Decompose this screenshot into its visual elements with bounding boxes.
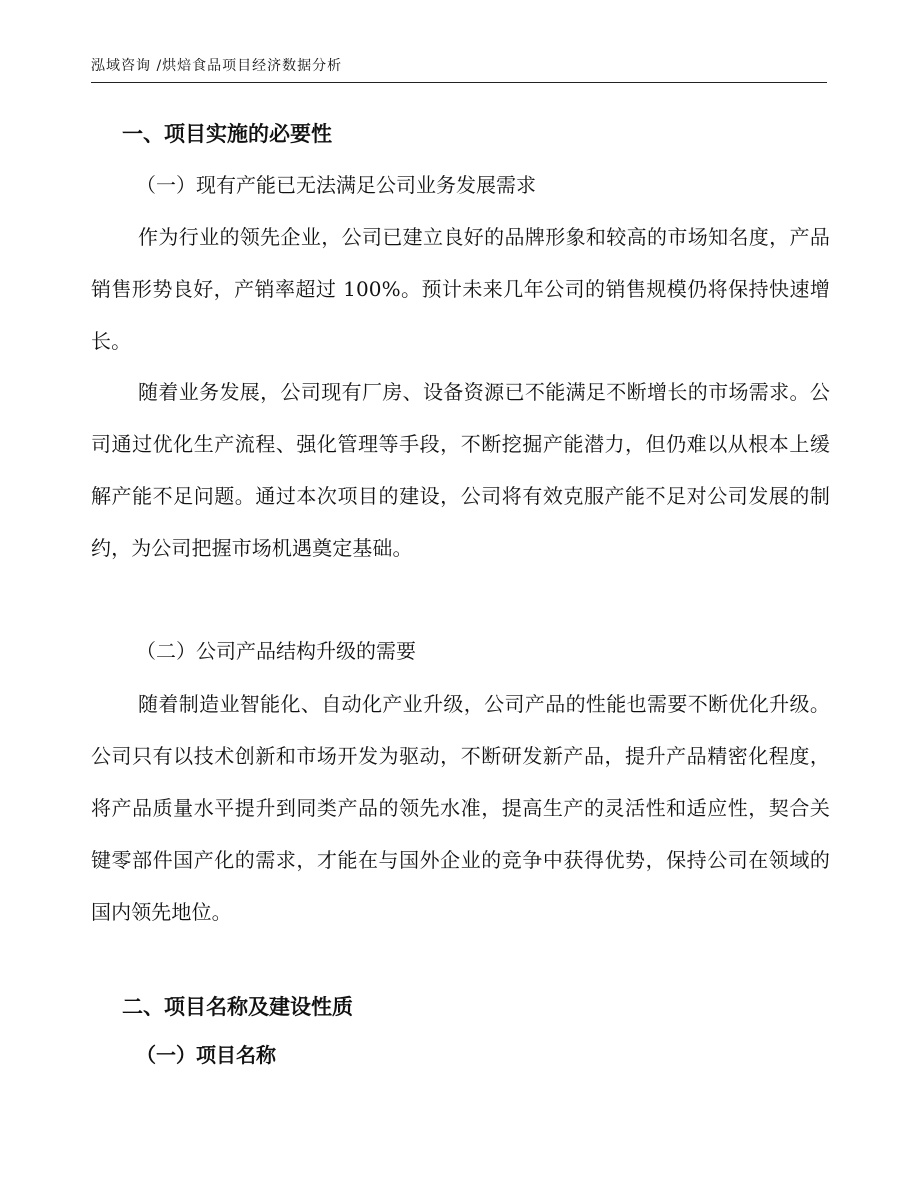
section-heading-2: 二、项目名称及建设性质 bbox=[122, 995, 353, 1019]
paragraph-2: 随着业务发展，公司现有厂房、设备资源已不能满足不断增长的市场需求。公司通过优化生产流程、强化管理等手段，不断挖掘产能潜力，但仍难以从根本上缓解产能不足问题。通过本次项目的建设，公司将有效克服产能不足对公司发展的制约，为公司把握市场机遇奠定基础。 bbox=[91, 380, 830, 560]
subsection-heading-1-1: （一）现有产能已无法满足公司业务发展需求 bbox=[136, 173, 536, 197]
subsection-heading-1-2: （二）公司产品结构升级的需要 bbox=[136, 639, 416, 663]
paragraph-1: 作为行业的领先企业，公司已建立良好的品牌形象和较高的市场知名度，产品销售形势良好，产销率超过 100%。预计未来几年公司的销售规模仍将保持快速增长。 bbox=[91, 225, 830, 353]
section-heading-1: 一、项目实施的必要性 bbox=[122, 122, 332, 146]
paragraph-3: 随着制造业智能化、自动化产业升级，公司产品的性能也需要不断优化升级。公司只有以技术创新和市场开发为驱动，不断研发新产品，提升产品精密化程度，将产品质量水平提升到同类产品的领先水准，提高生产的灵活性和适应性，契合关键零部件国产化的需求，才能在与国外企业的竞争中获得优势，保持公司在领域的国内领先地位。 bbox=[91, 692, 830, 924]
subsection-heading-2-1: （一）项目名称 bbox=[136, 1043, 276, 1067]
page-header: 泓域咨询 /烘焙食品项目经济数据分析 bbox=[91, 58, 343, 74]
